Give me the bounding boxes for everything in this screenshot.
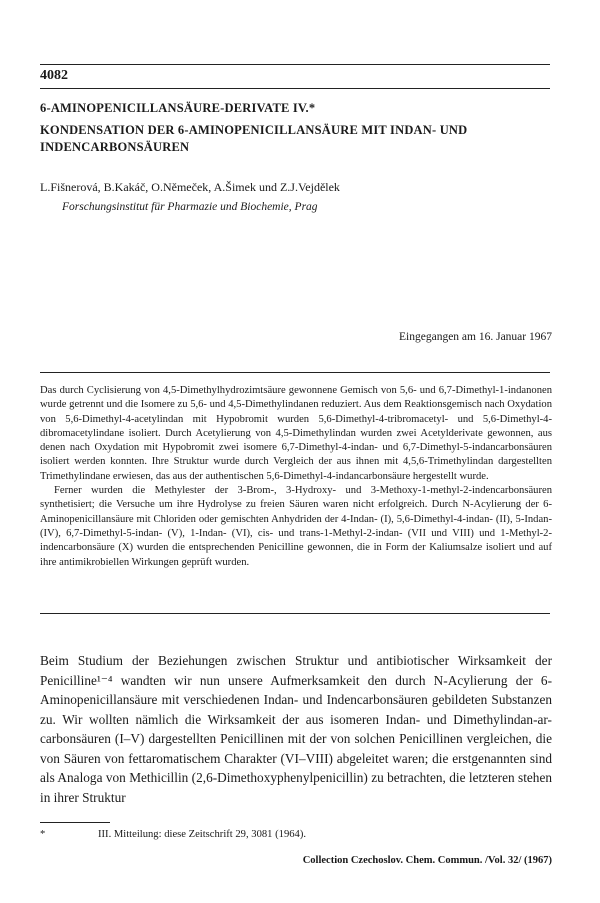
article-authors: L.Fišnerová, B.Kakáč, O.Němeček, A.Šimek und Z.J.Vejdělek [40,180,340,194]
body-paragraph: Beim Studium der Beziehungen zwischen Struktur und antibiotischer Wirksamkeit der Penicilline¹⁻⁴ wandten wir nun unsere Aufmerksamkeit den durch N-Acylierung der 6-Aminopenicillansäure mit verschiedenen Indan- und Indencarbonsäuren gebildeten Substanzen zu. Wir wollten nämlich die Wirksamkeit der aus isomeren Indan- und Dimethylindan-ar-carbonsäuren (I–V) dargestellten Penicillinen mit der von solchen Penicillinen vergleichen, die von Säuren von fettaromatischem Charakter (VI–VIII) abgeleitet waren; die erstgenannten sind als Analoga von Methicillin (2,6-Dimethoxyphenylpenicillin) zu betrachten, die letzteren stehen in ihrer Struktur [40,653,552,805]
article-title-line1: 6-AMINOPENICILLANSÄURE-DERIVATE IV.* [40,101,316,115]
header-rule-top [40,64,550,65]
footnote [40,829,306,840]
received-date: Eingegangen am 16. Januar 1967 [399,331,552,343]
abstract-paragraph: Das durch Cyclisierung von 4,5-Dimethylhydrozimtsäure gewonnene Gemisch von 5,6- und 6,7-Dimethyl-1-indanonen wurde getrennt und die Isomere zu 5,6- und 4,5-Dimethylindanen reduziert. Aus dem Reaktionsgemisch nach Oxydation von 5,6-Dimethyl-4-acetylindan mit Hypobromit wurden 5,6-Dimethyl-4-tribromacetyl- und 5,6-Dimethyl-4-dibromacetylindane isoliert. Durch Acetylierung von 4,5-Dimethylindan wurden zwei Acetylderivate gewonnen, aus denen nach Oxydation mit Hypobromit zwei isomere 6,7-Dimethyl-4-indan- und 6,7-Dimethyl-5-indancarbonsäuren isoliert werden konnten. Ihre Struktur wurde durch Vergleich der aus ihnen mit 4,5,6-Trimethylindan dargestellten Trimethylindane erwiesen, das aus der authentischen 5,6-Dimethyl-4-indancarbonsäure hergestellt wurde. [40,385,552,482]
header-rule-bottom [40,88,550,89]
article-title-line2: KONDENSATION DER 6-AMINOPENICILLANSÄURE MIT INDAN- UND INDENCARBONSÄUREN [40,123,468,154]
page-number: 4082 [40,68,68,83]
journal-citation: Collection Czechoslov. Chem. Commun. /Vol. 32/ (1967) [302,855,552,866]
footnote-marker: * [40,829,46,840]
abstract [40,384,552,570]
footnote-rule [40,822,110,823]
abstract-rule-top [40,372,550,373]
article-affiliation: Forschungsinstitut für Pharmazie und Biochemie, Prag [62,201,318,213]
footnote-text: III. Mitteilung: diese Zeitschrift 29, 3081 (1964). [98,829,307,840]
abstract-rule-bottom [40,613,550,614]
abstract-paragraph: Ferner wurden die Methylester der 3-Brom-, 3-Hydroxy- und 3-Methoxy-1-methyl-2-indencarbonsäuren synthetisiert; die Versuche um ihre Hydrolyse zu freien Säuren waren nicht erfolgreich. Durch N-Acylierung der 6-Aminopenicillansäure mit Chloriden oder gemischten Anhydriden der 4-Indan- (I), 5,6-Dimethyl-4-indan- (II), 5-Indan- (IV), 6,7-Dimethyl-5-indan- (V), 1-Indan- (VI), cis- und trans-1-Methyl-2-indan- (VII und VIII) und 1-Methyl-2-indencarbonsäure (X) wurden die entsprechenden Penicilline gewonnen, die in Form der Kaliumsalze isoliert und auf ihre antimikrobiellen Wirkungen geprüft wurden. [40,485,552,568]
